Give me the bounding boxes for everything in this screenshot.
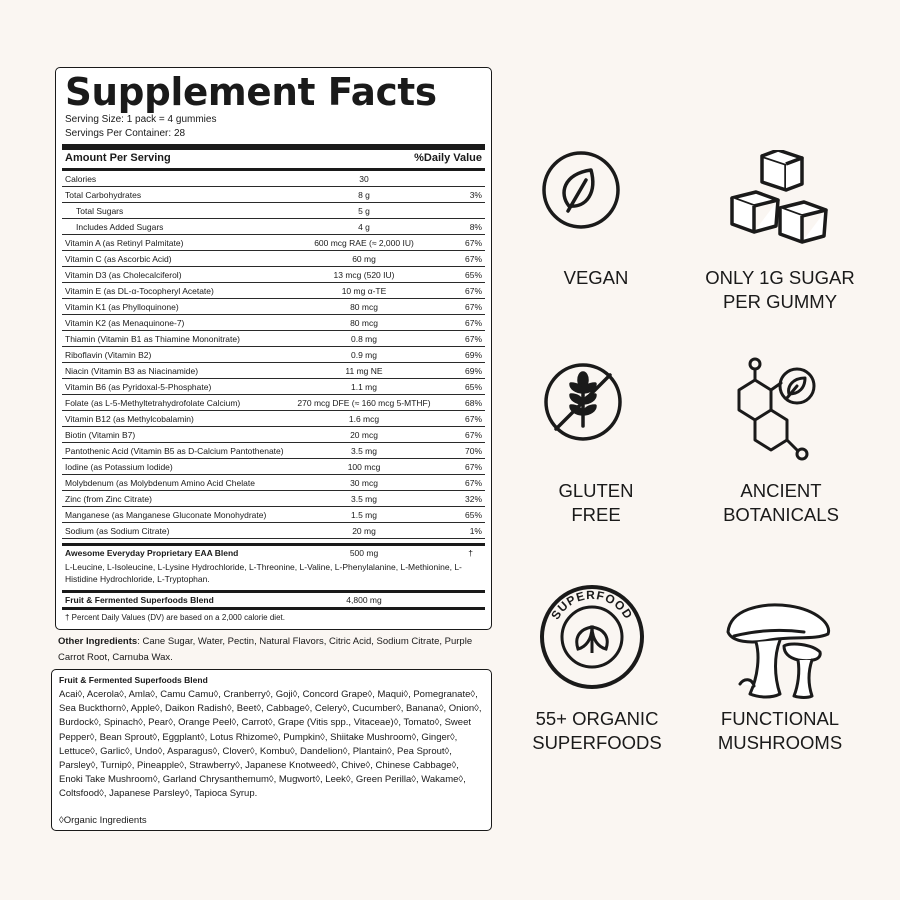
nutrient-amount: 20 mcg [350,430,378,440]
feature-mushrooms [680,707,880,755]
amount-header-row [65,152,482,166]
feature-mushrooms-line1: FUNCTIONAL [720,708,840,729]
nutrient-amount: 80 mcg [350,302,378,312]
feature-superfoods [497,707,697,755]
nutrient-name: Vitamin E (as DL-α-Tocopheryl Acetate) [65,286,214,296]
other-ingredients-text: : Cane Sugar, Water, Pectin, Natural Flavors, Citric Acid, Sodium Citrate, Purple Carrot Root, Carnuba Wax. [58,636,473,663]
serving-size: Serving Size: 1 pack = 4 gummies [65,114,217,125]
dv-header: %Daily Value [414,152,482,164]
blend-ingredients: L-Leucine, L-Isoleucine, L-Lysine Hydrochloride, L-Threonine, L-Valine, L-Phenylalanine, L-Methionine, L-Histidine Hydrochloride, L-Tryptophan. [65,562,462,584]
nutrient-name: Niacin (Vitamin B3 as Niacinamide) [65,366,199,376]
nutrient-name: Thiamin (Vitamin B1 as Thiamine Mononitrate) [65,334,240,344]
svg-text:SUPERFOOD [548,588,635,622]
nutrient-name: Vitamin K2 (as Menaquinone-7) [65,318,185,328]
nutrient-row [62,363,485,379]
nutrient-amount: 600 mcg RAE (≈ 2,000 IU) [314,238,414,248]
nutrient-amount: 4 g [358,222,370,232]
nutrient-dv: 67% [464,414,482,424]
nutrient-name: Vitamin K1 (as Phylloquinone) [65,302,179,312]
fruit-blend-name: Fruit & Fermented Superfoods Blend [65,595,214,605]
blend-dv: † [468,548,473,558]
feature-sugar [680,266,880,314]
thick-divider [62,144,485,150]
feature-botanicals-line1: ANCIENT [740,480,822,501]
feature-superfoods-line1: 55+ ORGANIC [535,708,659,729]
nutrient-row [62,187,485,203]
nutrient-row [62,523,485,539]
nutrient-dv: 65% [464,510,482,520]
gluten-free-icon [543,362,623,442]
nutrient-amount: 30 mcg [350,478,378,488]
nutrient-row [62,315,485,331]
nutrient-row [62,427,485,443]
servings-per-container: Servings Per Container: 28 [65,128,186,139]
superfood-badge-text: SUPERFOOD [548,587,636,622]
nutrient-dv: 8% [469,222,482,232]
nutrient-name: Vitamin B6 (as Pyridoxal-5-Phosphate) [65,382,212,392]
nutrient-amount: 270 mcg DFE (≈ 160 mcg 5-MTHF) [297,398,431,408]
nutrient-name: Iodine (as Potassium Iodide) [65,462,173,472]
nutrient-row [62,171,485,187]
nutrient-name: Folate (as L-5-Methyltetrahydrofolate Calcium) [65,398,241,408]
blend-amount: 500 mg [349,548,379,558]
nutrient-row [62,475,485,491]
nutrient-dv: 65% [464,382,482,392]
feature-gluten [496,479,696,527]
nutrient-amount: 20 mg [352,526,376,536]
feature-vegan-line1: VEGAN [563,267,629,288]
nutrient-name: Vitamin C (as Ascorbic Acid) [65,254,172,264]
nutrient-name: Molybdenum (as Molybdenum Amino Acid Chelate [65,478,255,488]
other-ingredients [58,634,488,666]
nutrient-row [62,379,485,395]
amount-header: Amount Per Serving [65,152,171,164]
nutrient-dv: 65% [464,270,482,280]
nutrient-amount: 1.6 mcg [348,414,380,424]
nutrient-amount: 13 mcg (520 IU) [333,270,395,280]
fruit-blend-row [62,593,485,607]
nutrient-row [62,219,485,235]
nutrient-amount: 3.5 mg [351,446,377,456]
feature-superfoods-line2: SUPERFOODS [532,732,662,753]
fruit-blend-amount: 4,800 mg [346,595,382,605]
nutrient-dv: 67% [464,254,482,264]
nutrient-amount: 0.9 mg [351,350,377,360]
nutrient-name: Sodium (as Sodium Citrate) [65,526,170,536]
nutrient-amount: 11 mg NE [345,366,383,376]
nutrient-row [62,507,485,523]
nutrient-amount: 10 mg α-TE [341,286,387,296]
nutrient-dv: 3% [469,190,482,200]
superfood-icon [538,583,646,691]
organic-note: ◊Organic Ingredients [59,815,147,826]
nutrient-name: Zinc (from Zinc Citrate) [65,494,152,504]
nutrient-dv: 67% [464,286,482,296]
feature-gluten-line2: FREE [571,504,621,525]
nutrient-name: Calories [65,174,97,184]
nutrient-name: Riboflavin (Vitamin B2) [65,350,152,360]
blend-name: Awesome Everyday Proprietary EAA Blend [65,548,239,558]
nutrient-name: Manganese (as Manganese Gluconate Monohydrate) [65,510,267,520]
nutrient-amount: 30 [359,174,369,184]
nutrient-dv: 68% [464,398,482,408]
molecule-leaf-icon [735,350,835,470]
nutrient-dv: 67% [464,238,482,248]
nutrient-amount: 1.5 mg [351,510,377,520]
dv-footnote: † Percent Daily Values (DV) are based on a 2,000 calorie diet. [65,613,285,622]
supplement-facts-panel [55,67,492,630]
nutrient-name: Vitamin B12 (as Methylcobalamin) [65,414,194,424]
nutrient-amount: 8 g [358,190,370,200]
superfoods-title: Fruit & Fermented Superfoods Blend [59,675,208,685]
superfoods-panel [51,669,492,831]
nutrient-name: Includes Added Sugars [76,222,164,232]
nutrient-dv: 67% [464,430,482,440]
nutrient-row [62,331,485,347]
feature-botanicals [681,479,881,527]
nutrient-amount: 1.1 mg [351,382,377,392]
nutrient-row [62,491,485,507]
feature-sugar-line1: ONLY 1G SUGAR [705,267,855,288]
nutrient-name: Vitamin D3 (as Cholecalciferol) [65,270,182,280]
facts-title: Supplement Facts [65,70,437,114]
nutrient-name: Vitamin A (as Retinyl Palmitate) [65,238,184,248]
feature-mushrooms-line2: MUSHROOMS [717,732,843,753]
nutrient-name: Biotin (Vitamin B7) [65,430,136,440]
nutrient-dv: 32% [464,494,482,504]
superfoods-list: Acai◊, Acerola◊, Amla◊, Camu Camu◊, Cranberry◊, Goji◊, Concord Grape◊, Maqui◊, Pomegranate◊, Sea Buckthorn◊, Apple◊, Daikon Radish◊, Beet◊, Cabbage◊, Celery◊, Cucumber◊, Banana◊, Onion◊, Burdock◊, Spinach◊, Pear◊, Orange Peel◊, Carrot◊, Grape (Vitis spp., Vitaceae)◊, Tomato◊, Sweet Pepper◊, Bean Sprout◊, Eggplant◊, Lotus Rhizome◊, Pumpkin◊, Shiitake Mushroom◊, Ginger◊, Lettuce◊, Garlic◊, Undo◊, Asparagus◊, Clover◊, Kombu◊, Dandelion◊, Plantain◊, Pea Sprout◊, Parsley◊, Turnip◊, Pineapple◊, Strawberry◊, Japanese Knotweed◊, Chive◊, Chinese Cabbage◊, Enoki Take Mushroom◊, Garland Chrysanthemum◊, Mugwort◊, Leek◊, Green Perilla◊, Wakame◊, Coltsfood◊, Japanese Parsley◊, Tapioca Syrup. [59,689,482,800]
leaf-icon [541,150,621,230]
sugar-cubes-icon [728,150,832,258]
nutrient-row [62,459,485,475]
mushroom-icon [720,596,840,706]
feature-sugar-line2: PER GUMMY [722,291,838,312]
nutrient-row [62,411,485,427]
nutrient-amount: 3.5 mg [351,494,377,504]
feature-botanicals-line2: BOTANICALS [723,504,839,525]
nutrient-name: Pantothenic Acid (Vitamin B5 as D-Calcium Pantothenate) [65,446,284,456]
nutrient-amount: 60 mg [352,254,376,264]
nutrient-row [62,251,485,267]
nutrient-dv: 67% [464,478,482,488]
nutrient-dv: 1% [469,526,482,536]
nutrient-row [62,283,485,299]
nutrient-row [62,347,485,363]
nutrient-amount: 100 mcg [347,462,381,472]
nutrient-row [62,203,485,219]
nutrient-dv: 69% [464,350,482,360]
nutrient-name: Total Sugars [76,206,124,216]
nutrient-dv: 70% [464,446,482,456]
nutrient-dv: 69% [464,366,482,376]
footer-divider [62,607,485,610]
nutrient-amount: 0.8 mg [351,334,377,344]
nutrient-amount: 80 mcg [350,318,378,328]
nutrient-dv: 67% [464,462,482,472]
nutrient-dv: 67% [464,334,482,344]
nutrient-row [62,235,485,251]
nutrient-row [62,299,485,315]
nutrient-amount: 5 g [358,206,370,216]
nutrient-name: Total Carbohydrates [65,190,142,200]
nutrient-row [62,443,485,459]
other-ingredients-label: Other Ingredients [58,636,138,647]
nutrient-row [62,395,485,411]
feature-gluten-line1: GLUTEN [558,480,634,501]
feature-vegan [496,266,696,290]
nutrient-dv: 67% [464,302,482,312]
nutrient-row [62,267,485,283]
nutrient-dv: 67% [464,318,482,328]
